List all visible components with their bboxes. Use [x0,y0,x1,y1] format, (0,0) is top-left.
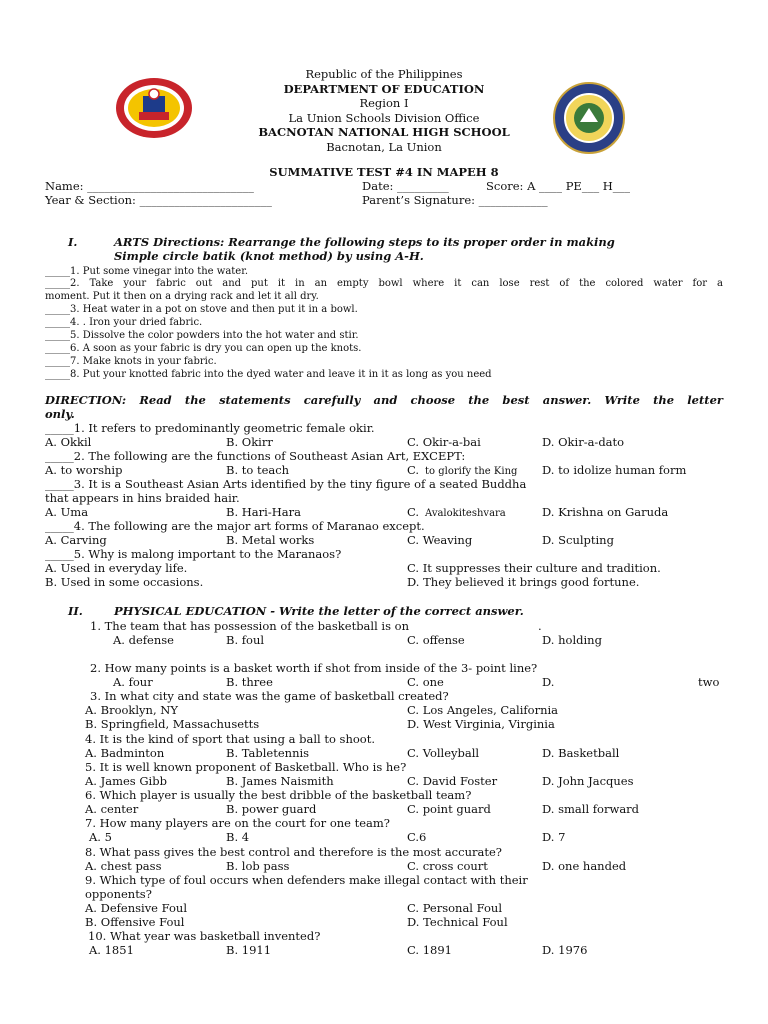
score-field: Score: A ____ PE___ H___ [486,179,631,193]
mc-question-3: _____3. It is a Southeast Asian Arts identified by the tiny figure of a seated Buddha [45,477,527,491]
mc-question-4: _____4. The following are the major art forms of Maranao except. [45,519,425,533]
arts-step: _____4. . Iron your dried fabric. [45,317,203,328]
pe-question-7: 7. How many players are on the court for one team? [85,816,390,830]
mc1-option-c: C. Okir-a-bai [407,435,481,449]
pe5-option-b: B. James Naismith [226,774,334,788]
pe7-option-a: A. 5 [89,830,112,844]
pe10-option-a: A. 1851 [89,943,134,957]
mc2-option-a: A. to worship [45,463,123,477]
pe2-option-d: two [698,675,720,689]
arts-step: _____3. Heat water in a pot on stove and then put it in a bowl. [45,304,358,315]
pe-question-5: 5. It is well known proponent of Basketball. Who is he? [85,760,407,774]
pe10-option-b: B. 1911 [226,943,272,957]
mc3-option-d: D. Krishna on Garuda [542,505,669,519]
section-field: Year & Section: _______________________ [45,193,272,207]
pe2-option-b: B. three [226,675,273,689]
mc5-option-c: C. It suppresses their culture and tradition. [407,561,661,575]
pe3-option-d: D. West Virginia, Virginia [407,717,555,731]
republic-line: Republic of the Philippines [305,67,463,81]
pe3-option-b: B. Springfield, Massachusetts [85,717,260,731]
pe-question-1-blank-end: . [538,619,542,633]
mc4-option-a: A. Carving [45,533,107,547]
mc5-option-d: D. They believed it brings good fortune. [407,575,640,589]
pe-question-3: 3. In what city and state was the game of basketball created? [90,689,449,703]
pe4-option-b: B. Tabletennis [226,746,310,760]
arts-directions-line1: ARTS Directions: Rearrange the following steps to its proper order in making [114,235,615,249]
arts-step: _____1. Put some vinegar into the water. [45,266,249,277]
mc1-option-b: B. Okirr [226,435,273,449]
mc3-option-c: Avalokiteshvara [425,508,506,519]
pe2-option-a: A. four [113,675,153,689]
pe7-option-c: C.6 [407,830,427,844]
pe9-option-d: D. Technical Foul [407,915,508,929]
mc5-option-a: A. Used in everyday life. [45,561,188,575]
mc2-option-b: B. to teach [226,463,290,477]
pe-question-10: 10. What year was basketball invented? [88,929,321,943]
arts-step: _____2. Take your fabric out and put it in an empty bowl where it can lose rest of the colored water for a [45,278,723,289]
mc1-option-a: A. Okkil [45,435,92,449]
pe1-option-d: D. holding [542,633,602,647]
pe4-option-a: A. Badminton [85,746,165,760]
pe4-option-c: C. Volleyball [407,746,480,760]
pe4-option-d: D. Basketball [542,746,620,760]
mc4-option-c: C. Weaving [407,533,473,547]
mc3-option-b: B. Hari-Hara [226,505,301,519]
mc-question-2: _____2. The following are the functions of Southeast Asian Art, EXCEPT: [45,449,466,463]
region-line: Region I [359,96,409,110]
mc5-option-b: B. Used in some occasions. [45,575,204,589]
pe8-option-d: D. one handed [542,859,627,873]
school-header [0,67,768,154]
mc-question-3-cont: that appears in hins braided hair. [45,491,240,505]
mc-question-1: _____1. It refers to predominantly geometric female okir. [45,421,375,435]
school-name: BACNOTAN NATIONAL HIGH SCHOOL [258,125,510,139]
pe7-option-b: B. 4 [226,830,250,844]
date-field: Date: _________ [362,179,449,193]
school-location: Bacnotan, La Union [326,139,442,154]
pe6-option-a: A. center [85,802,139,816]
pe8-option-c: C. cross court [407,859,488,873]
pe2-option-c: C. one [407,675,444,689]
pe9-option-b: B. Offensive Foul [85,915,185,929]
pe-directions: PHYSICAL EDUCATION - Write the letter of the correct answer. [114,604,524,618]
pe-question-6: 6. Which player is usually the best dribble of the basketball team? [85,788,472,802]
department-line: DEPARTMENT OF EDUCATION [283,81,485,96]
name-field: Name: _____________________________ [45,179,254,193]
pe-question-9: 9. Which type of foul occurs when defenders make illegal contact with their [85,873,528,887]
pe6-option-d: D. small forward [542,802,640,816]
mc2-option-c-letter: C. [407,463,420,477]
pe-question-8: 8. What pass gives the best control and therefore is the most accurate? [85,845,502,859]
direction-line2: only. [45,407,75,421]
pe9-option-c: C. Personal Foul [407,901,503,915]
pe-question-2: 2. How many points is a basket worth if shot from inside of the 3- point line? [90,661,538,675]
pe9-option-a: A. Defensive Foul [85,901,188,915]
arts-step: _____6. A soon as your fabric is dry you can open up the knots. [45,343,362,354]
pe3-option-c: C. Los Angeles, California [407,703,559,717]
pe5-option-a: A. James Gibb [85,774,167,788]
pe-section-number: II. [68,604,83,618]
arts-step: _____7. Make knots in your fabric. [45,356,217,367]
mc3-option-c-letter: C. [407,505,420,519]
pe1-option-a: A. defense [113,633,174,647]
pe2-option-d-letter: D. [542,675,555,689]
mc2-option-c: to glorify the King [425,466,518,477]
pe8-option-b: B. lob pass [226,859,290,873]
mc2-option-d: D. to idolize human form [542,463,687,477]
mc3-option-a: A. Uma [45,505,89,519]
pe1-option-c: C. offense [407,633,465,647]
pe-question-1: 1. The team that has possession of the basketball is on [90,619,409,633]
mc1-option-d: D. Okir-a-dato [542,435,625,449]
pe-question-4: 4. It is the kind of sport that using a ball to shoot. [85,732,375,746]
pe6-option-c: C. point guard [407,802,491,816]
mc4-option-d: D. Sculpting [542,533,614,547]
pe10-option-d: D. 1976 [542,943,588,957]
parent-signature-field: Parent’s Signature: ____________ [362,193,548,207]
pe5-option-c: C. David Foster [407,774,498,788]
pe10-option-c: C. 1891 [407,943,452,957]
arts-step: _____8. Put your knotted fabric into the dyed water and leave it in it as long as you need [45,369,492,380]
arts-step-cont: moment. Put it then on a drying rack and let it all dry. [45,291,319,302]
arts-step: _____5. Dissolve the color powders into the hot water and stir. [45,330,359,341]
mc4-option-b: B. Metal works [226,533,315,547]
test-title: SUMMATIVE TEST #4 IN MAPEH 8 [269,165,499,179]
division-line: La Union Schools Division Office [288,110,480,125]
pe7-option-d: D. 7 [542,830,566,844]
arts-directions-line2: Simple circle batik (knot method) by using A-H. [114,249,424,263]
pe3-option-a: A. Brooklyn, NY [85,703,178,717]
mc-question-5: _____5. Why is malong important to the Maranaos? [45,547,342,561]
pe8-option-a: A. chest pass [85,859,162,873]
pe1-option-b: B. foul [226,633,265,647]
pe5-option-d: D. John Jacques [542,774,634,788]
pe6-option-b: B. power guard [226,802,317,816]
direction-line1: DIRECTION: Read the statements carefully and choose the best answer. Write the letter [45,393,723,407]
pe-question-9-cont: opponents? [85,887,152,901]
arts-section-number: I. [68,235,78,249]
